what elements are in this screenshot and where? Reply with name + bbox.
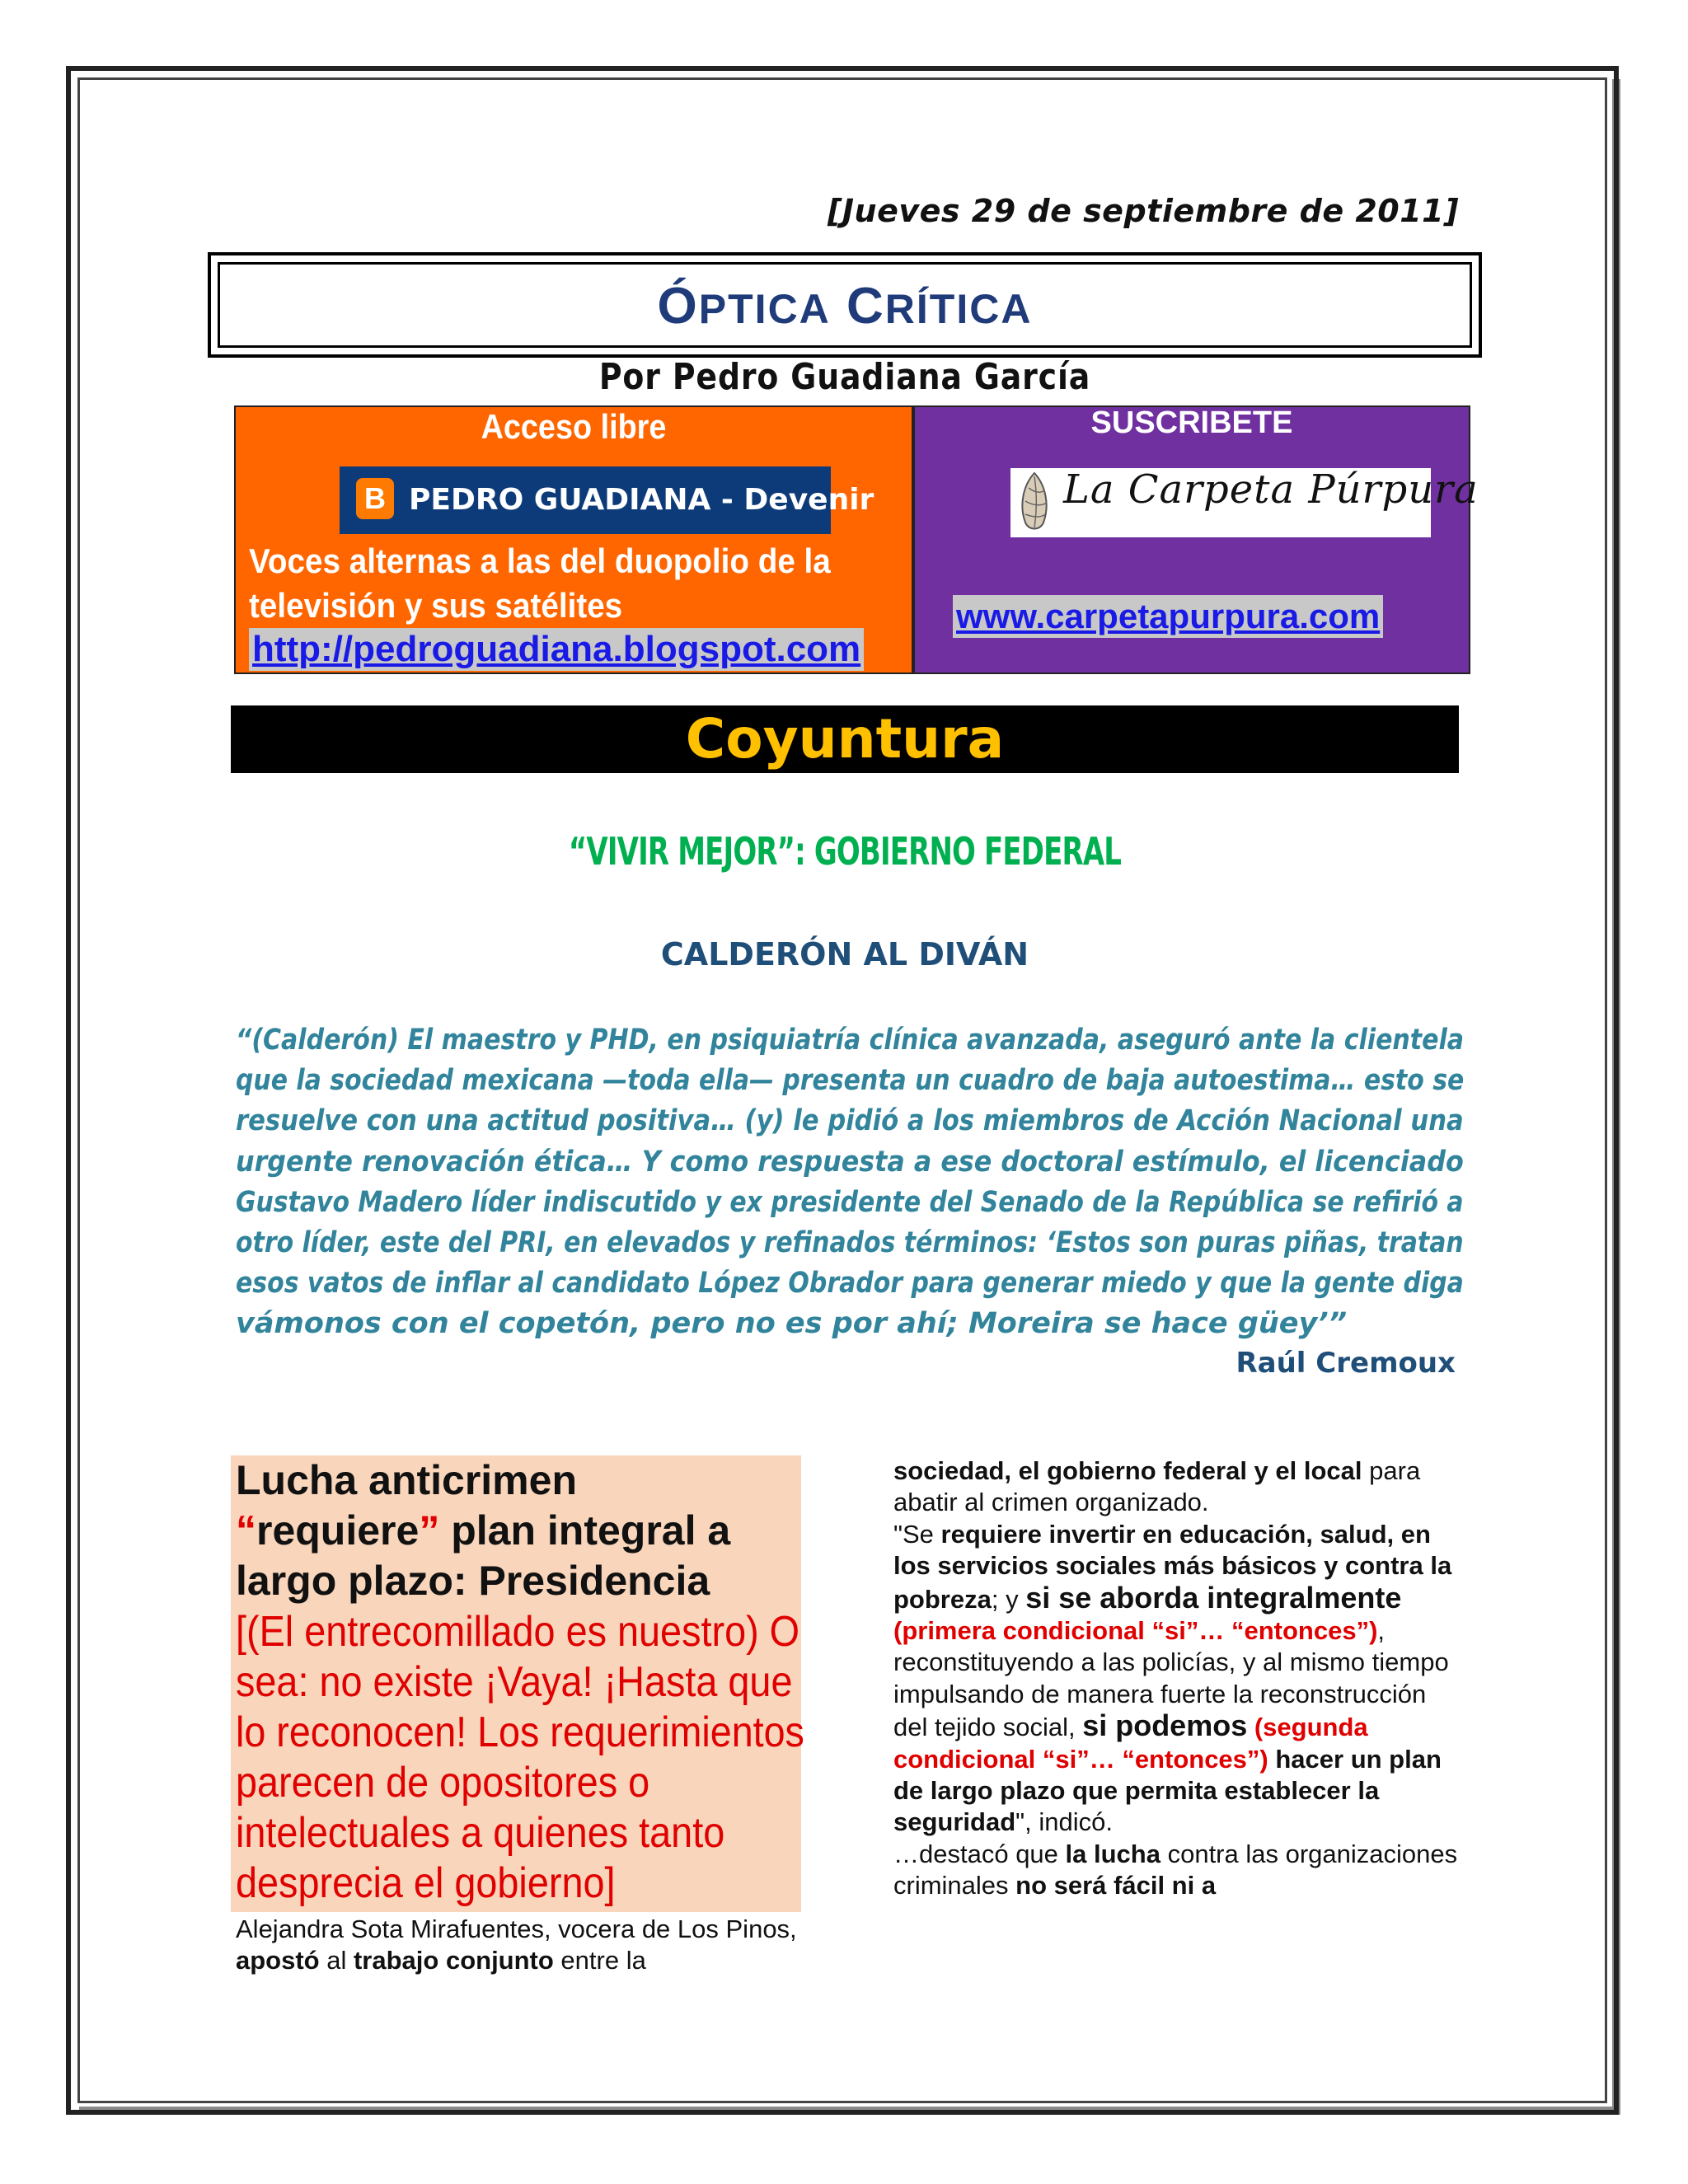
quote-line: “(Calderón) El maestro y PHD, en psiquiatría clínica avanzada, aseguró ante la clientela [236,1024,1465,1057]
body-column-left: Alejandra Sota Mirafuentes, vocera de Los Pinos, apostó al trabajo conjunto entre la [236,1915,797,1975]
blogger-icon: B [356,478,394,519]
column-title: ÓPTICA CRÍTICA [657,278,1033,335]
section-title: Coyuntura [685,707,1005,771]
quote-line: otro líder, este del PRI, en elevados y refinados términos: ‘Estos son puras piñas, tratan [236,1226,1464,1260]
body-column-right: sociedad, el gobierno federal y el local para abatir al crimen organizado. "Se requiere invertir en educación, salud, en los servicios sociales más básicos y contra la pobreza; y si se aborda integralmente (primera condicional “si”… “entonces”), reconstituyendo a las policías, y al mismo tiempo impulsando de manera fuerte la reconstrucción del tejido social, si podemos (segunda condicional “si”… “entonces”) hacer un plan de largo plazo que permita establecer la seguridad", indicó. …destacó que la lucha contra las organizaciones criminales no será fácil ni a [893,1456,1458,1900]
blog-link[interactable]: http://pedroguadiana.blogspot.com [249,628,864,671]
shell-icon [1015,468,1053,537]
free-access-heading: Acceso libre [481,407,667,446]
carpeta-purpura-link[interactable]: www.carpetapurpura.com [953,595,1383,638]
note-line: parecen de opositores o [236,1759,650,1807]
note-line: desprecia el gobierno] [236,1859,616,1907]
blog-tagline: Voces alternas a las del duopolio de la televisión y sus satélites [249,541,831,625]
blogger-badge-label: PEDRO GUADIANA - Devenir [409,483,874,517]
subscribe-heading: SUSCRIBETE [1090,405,1293,440]
note-line: intelectuales a quienes tanto [236,1809,725,1857]
note-line: [(El entrecomillado es nuestro) O [236,1608,800,1656]
quote-author: Raúl Cremoux [1236,1347,1456,1380]
quote-line: resuelve con una actitud positiva… (y) le pidió a los miembros de Acción Nacional una [236,1104,1464,1138]
quote-line: vámonos con el copetón, pero no es por ahí; Moreira se hace güey’” [236,1307,1348,1341]
byline: Por Pedro Guadiana García [598,356,1091,398]
note-line: lo reconocen! Los requerimientos [236,1708,804,1756]
news-headline: Lucha anticrimen “requiere” plan integral a largo plazo: Presidencia [236,1457,731,1604]
editor-note [236,1607,804,1909]
epigraph-quote [236,1020,1464,1345]
quote-line: Gustavo Madero líder indiscutido y ex presidente del Senado de la República se refirió a [236,1185,1464,1219]
quote-line: esos vatos de inflar al candidato López Obrador para generar miedo y que la gente diga [236,1267,1464,1301]
article-title: CALDERÓN AL DIVÁN [660,936,1029,972]
issue-date: [Jueves 29 de septiembre de 2011] [828,193,1459,229]
quote-line: que la sociedad mexicana —toda ella— presenta un cuadro de baja autoestima… esto se [236,1064,1465,1098]
quote-line: urgente renovación ética… Y como respuesta a ese doctoral estímulo, el licenciado [236,1145,1464,1179]
carpeta-purpura-logo-text: La Carpeta Púrpura [1063,466,1479,513]
note-line: sea: no existe ¡Vaya! ¡Hasta que [236,1658,793,1706]
kicker: “VIVIR MEJOR”: GOBIERNO FEDERAL [568,829,1122,874]
